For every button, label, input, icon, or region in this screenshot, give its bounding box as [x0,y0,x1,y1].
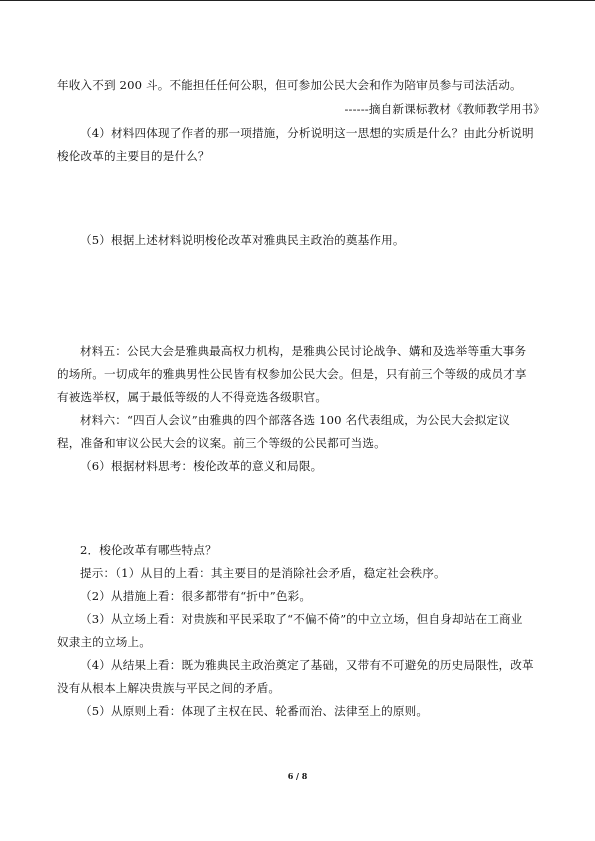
hint-point-3-line-2: 奴隶主的立场上。 [57,635,151,649]
header-rule [0,0,595,1]
hint-point-1: 提示：（1）从目的上看：其主要目的是消除社会矛盾，稳定社会秩序。 [80,566,446,580]
page-number: 6 / 8 [287,771,308,781]
section-2-heading: 2．梭伦改革有哪些特点？ [80,543,217,557]
material-six-line-1: 材料六：“四百人会议”由雅典的四个部落各选 100 名代表组成，为公民大会拟定议 [80,413,510,427]
source-citation: ------摘自新课标教材《教师教学用书》 [344,102,545,116]
hint-point-3-line-1: （3）从立场上看：对贵族和平民采取了“不偏不倚”的中立立场，但自身却站在工商业 [80,612,523,626]
hint-point-5: （5）从原则上看：体现了主权在民、轮番而治、法律至上的原则。 [80,704,429,718]
question-6: （6）根据材料思考：梭伦改革的意义和局限。 [80,459,323,473]
material-five-line-1: 材料五：公民大会是雅典最高权力机构，是雅典公民讨论战争、媾和及选举等重大事务 [80,344,527,358]
material-six-line-2: 程，准备和审议公民大会的议案。前三个等级的公民都可当选。 [57,436,386,450]
question-5: （5）根据上述材料说明梭伦改革对雅典民主政治的奠基作用。 [80,233,405,247]
hint-point-2: （2）从措施上看：很多都带有“折中”色彩。 [80,589,312,603]
question-4-line-1: （4）材料四体现了作者的那一项措施，分析说明这一思想的实质是什么？由此分析说明 [80,126,534,140]
question-4-line-2: 梭伦改革的主要目的是什么？ [57,149,210,163]
hint-point-4-line-1: （4）从结果上看：既为雅典民主政治奠定了基础，又带有不可避免的历史局限性，改革 [80,658,534,672]
material-five-line-2: 的场所。一切成年的雅典男性公民皆有权参加公民大会。但是，只有前三个等级的成员才享 [57,367,527,381]
hint-point-4-line-2: 没有从根本上解决贵族与平民之间的矛盾。 [57,681,281,695]
material-four-last-line: 年收入不到 200 斗。不能担任任何公职，但可参加公民大会和作为陪审员参与司法活动。 [57,78,522,92]
material-five-line-3: 有被选举权，属于最低等级的人不得竞选各级职官。 [57,390,328,404]
